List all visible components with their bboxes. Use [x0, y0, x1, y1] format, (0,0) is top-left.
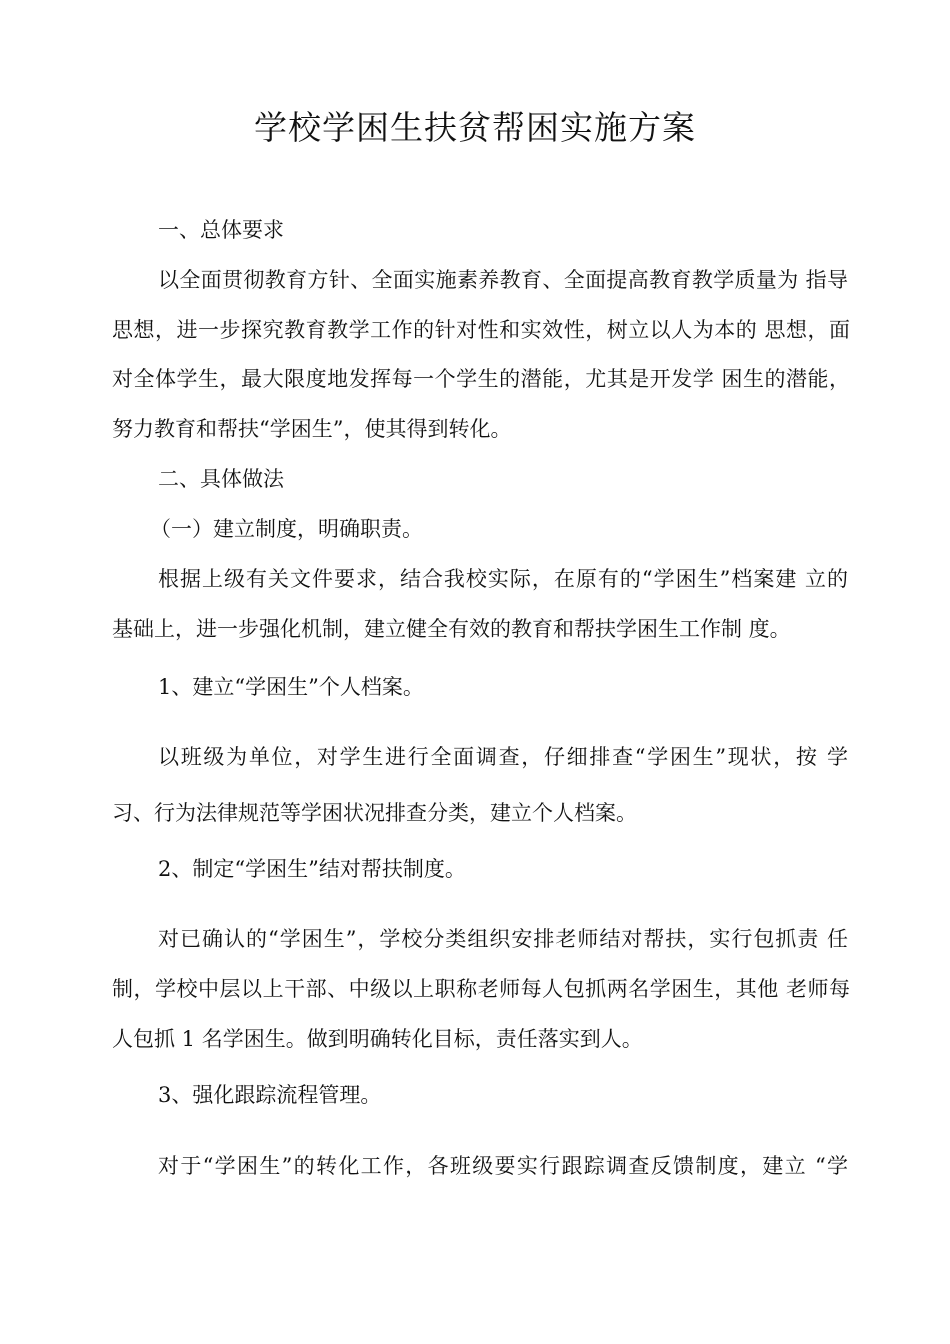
- item-heading: 2、制定“学困生”结对帮扶制度。: [158, 857, 466, 881]
- item-heading: 1、建立“学困生”个人档案。: [158, 675, 424, 699]
- paragraph-line: 以班级为单位，对学生进行全面调查，仔细排查“学困生”现状，按 学: [158, 745, 848, 769]
- section-heading-specific-methods: 二、具体做法: [158, 467, 284, 491]
- subsection-heading: （一）建立制度，明确职责。: [150, 517, 423, 541]
- paragraph-line: 对全体学生，最大限度地发挥每一个学生的潜能，尤其是开发学 困生的潜能，: [112, 367, 850, 391]
- paragraph-line: 思想，进一步探究教育教学工作的针对性和实效性，树立以人为本的 思想，面: [112, 318, 850, 342]
- paragraph-line: 习、行为法律规范等学困状况排查分类，建立个人档案。: [112, 801, 637, 825]
- paragraph-line: 制，学校中层以上干部、中级以上职称老师每人包抓两名学困生，其他 老师每: [112, 977, 850, 1001]
- section-heading-overall-requirements: 一、总体要求: [158, 218, 284, 242]
- paragraph-line: 根据上级有关文件要求，结合我校实际，在原有的“学困生”档案建 立的: [158, 567, 848, 591]
- paragraph-line: 以全面贯彻教育方针、全面实施素养教育、全面提高教育教学质量为 指导: [158, 268, 848, 292]
- paragraph-line: 基础上，进一步强化机制，建立健全有效的教育和帮扶学困生工作制 度。: [112, 617, 791, 641]
- item-heading: 3、强化跟踪流程管理。: [158, 1083, 382, 1107]
- paragraph-line: 对于“学困生”的转化工作，各班级要实行跟踪调查反馈制度，建立 “学: [158, 1154, 848, 1178]
- paragraph-line: 对已确认的“学困生”，学校分类组织安排老师结对帮扶，实行包抓责 任: [158, 927, 848, 951]
- document-title: 学校学困生扶贫帮困实施方案: [254, 108, 696, 147]
- paragraph-line: 人包抓 1 名学困生。做到明确转化目标，责任落实到人。: [112, 1027, 643, 1051]
- paragraph-line: 努力教育和帮扶“学困生”，使其得到转化。: [112, 417, 512, 441]
